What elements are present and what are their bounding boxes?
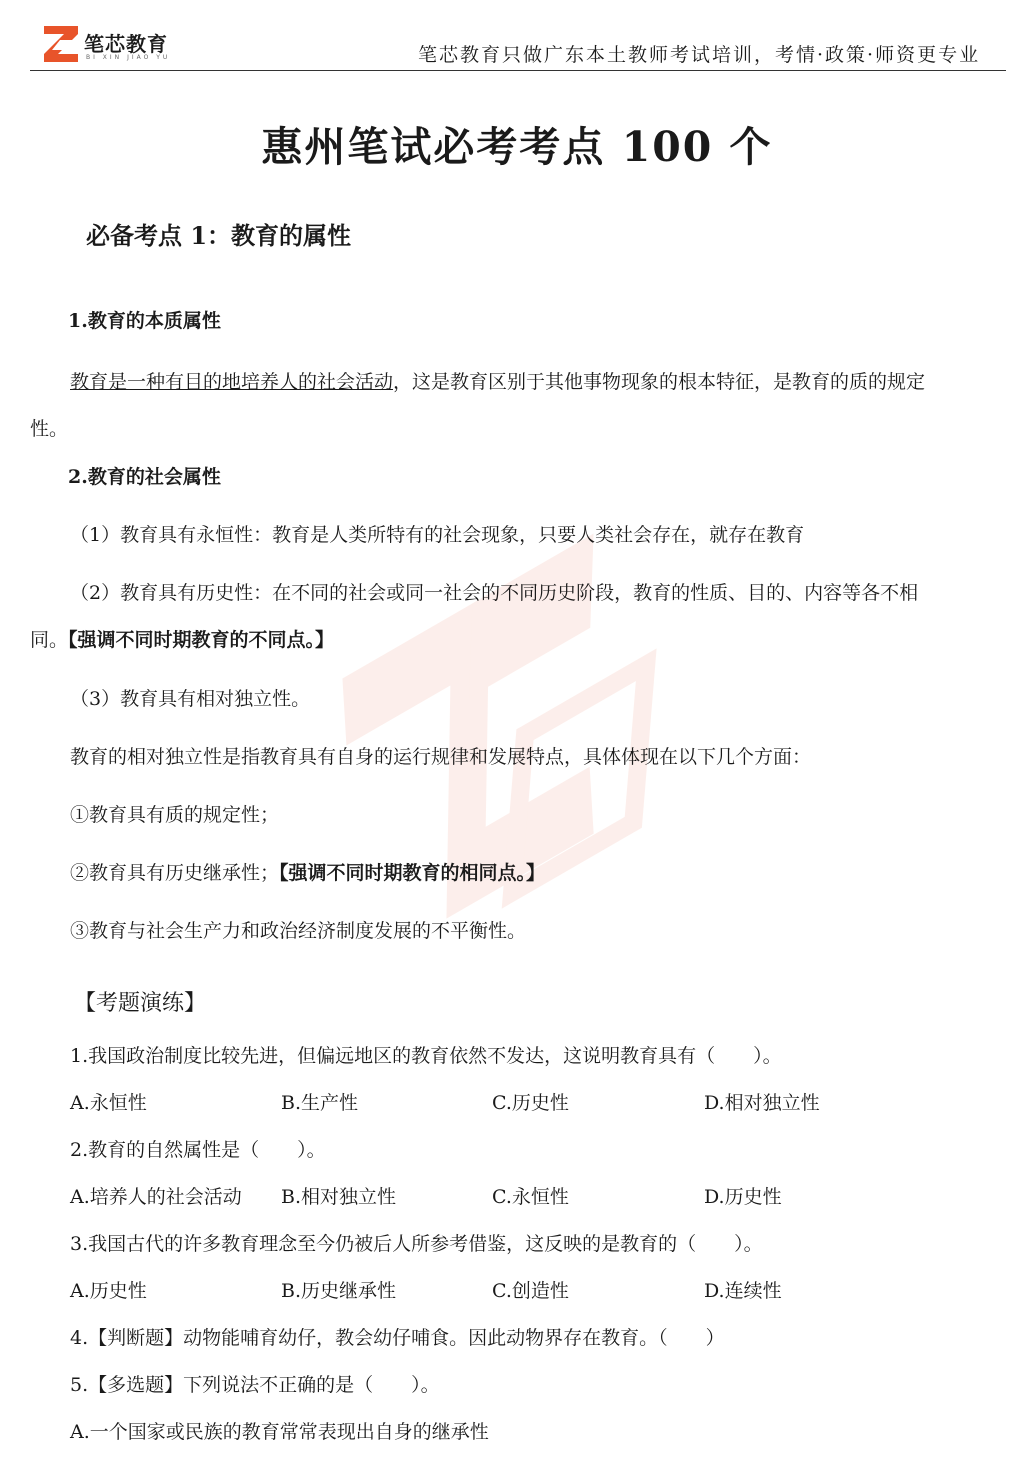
item-historical-cont	[30, 625, 334, 652]
question-1: 1.我国政治制度比较先进，但偏远地区的教育依然不发达，这说明教育具有（ ）。	[70, 1045, 782, 1067]
item-eternal: （1）教育具有永恒性：教育是人类所特有的社会现象，只要人类社会存在，就存在教育	[70, 524, 805, 546]
exercises-heading: 【考题演练】	[74, 991, 207, 1016]
question-2: 2.教育的自然属性是（ ）。	[70, 1139, 326, 1161]
key-definition: 教育是一种有目的地培养人的社会活动	[70, 371, 394, 393]
subheading-essential: 1.教育的本质属性	[68, 310, 221, 332]
q3-option-a: A.历史性	[70, 1280, 147, 1302]
q1-option-a: A.永恒性	[70, 1092, 147, 1114]
q5-option-a: A.一个国家或民族的教育常常表现出自身的继承性	[70, 1421, 489, 1443]
q1-option-b: B.生产性	[281, 1092, 359, 1114]
section-title: 必备考点 1：教育的属性	[86, 221, 352, 250]
logo-subtitle: BI XIN JIAO YU	[86, 54, 171, 61]
q1-option-d: D.相对独立性	[704, 1092, 820, 1114]
q2-option-d: D.历史性	[704, 1186, 782, 1208]
question-3: 3.我国古代的许多教育理念至今仍被后人所参考借鉴，这反映的是教育的（ ）。	[70, 1233, 763, 1255]
circle-item-3: ③教育与社会生产力和政治经济制度发展的不平衡性。	[70, 920, 527, 942]
document-title: 惠州笔试必考考点 100 个	[261, 123, 773, 171]
logo-text: 笔芯教育	[84, 32, 168, 56]
header-divider	[30, 70, 1006, 71]
question-4: 4.【判断题】动物能哺育幼仔，教会幼仔哺食。因此动物界存在教育。（ ）	[70, 1327, 725, 1349]
emphasis-differences: 【强调不同时期教育的不同点。】	[68, 629, 335, 651]
emphasis-similarities: 【强调不同时期教育的相同点。】	[279, 862, 546, 884]
q3-option-b: B.历史继承性	[281, 1280, 397, 1302]
circle-item-2	[70, 858, 545, 885]
header-slogan: 笔芯教育只做广东本土教师考试培训，考情·政策·师资更专业	[418, 44, 981, 66]
question-5: 5.【多选题】下列说法不正确的是（ ）。	[70, 1374, 440, 1396]
q1-option-c: C.历史性	[492, 1092, 569, 1114]
item-historical: （2）教育具有历史性：在不同的社会或同一社会的不同历史阶段，教育的性质、目的、内容等各不相	[70, 582, 919, 604]
q3-option-d: D.连续性	[704, 1280, 782, 1302]
paragraph-relative-independence: 教育的相对独立性是指教育具有自身的运行规律和发展特点，具体体现在以下几个方面：	[70, 746, 812, 768]
item-historical-tail: 同。	[30, 629, 69, 651]
circle-item-2-text: ②教育具有历史继承性；	[70, 862, 280, 884]
subheading-social: 2.教育的社会属性	[68, 466, 221, 488]
logo-icon	[40, 22, 82, 66]
paragraph-essential	[70, 367, 925, 394]
q2-option-c: C.永恒性	[492, 1186, 569, 1208]
paragraph-essential-rest: ，这是教育区别于其他事物现象的根本特征，是教育的质的规定	[393, 371, 926, 393]
item-independent: （3）教育具有相对独立性。	[70, 688, 311, 710]
q3-option-c: C.创造性	[492, 1280, 569, 1302]
q2-option-b: B.相对独立性	[281, 1186, 397, 1208]
q2-option-a: A.培养人的社会活动	[70, 1186, 242, 1208]
paragraph-essential-cont: 性。	[30, 418, 69, 440]
circle-item-1: ①教育具有质的规定性；	[70, 804, 280, 826]
